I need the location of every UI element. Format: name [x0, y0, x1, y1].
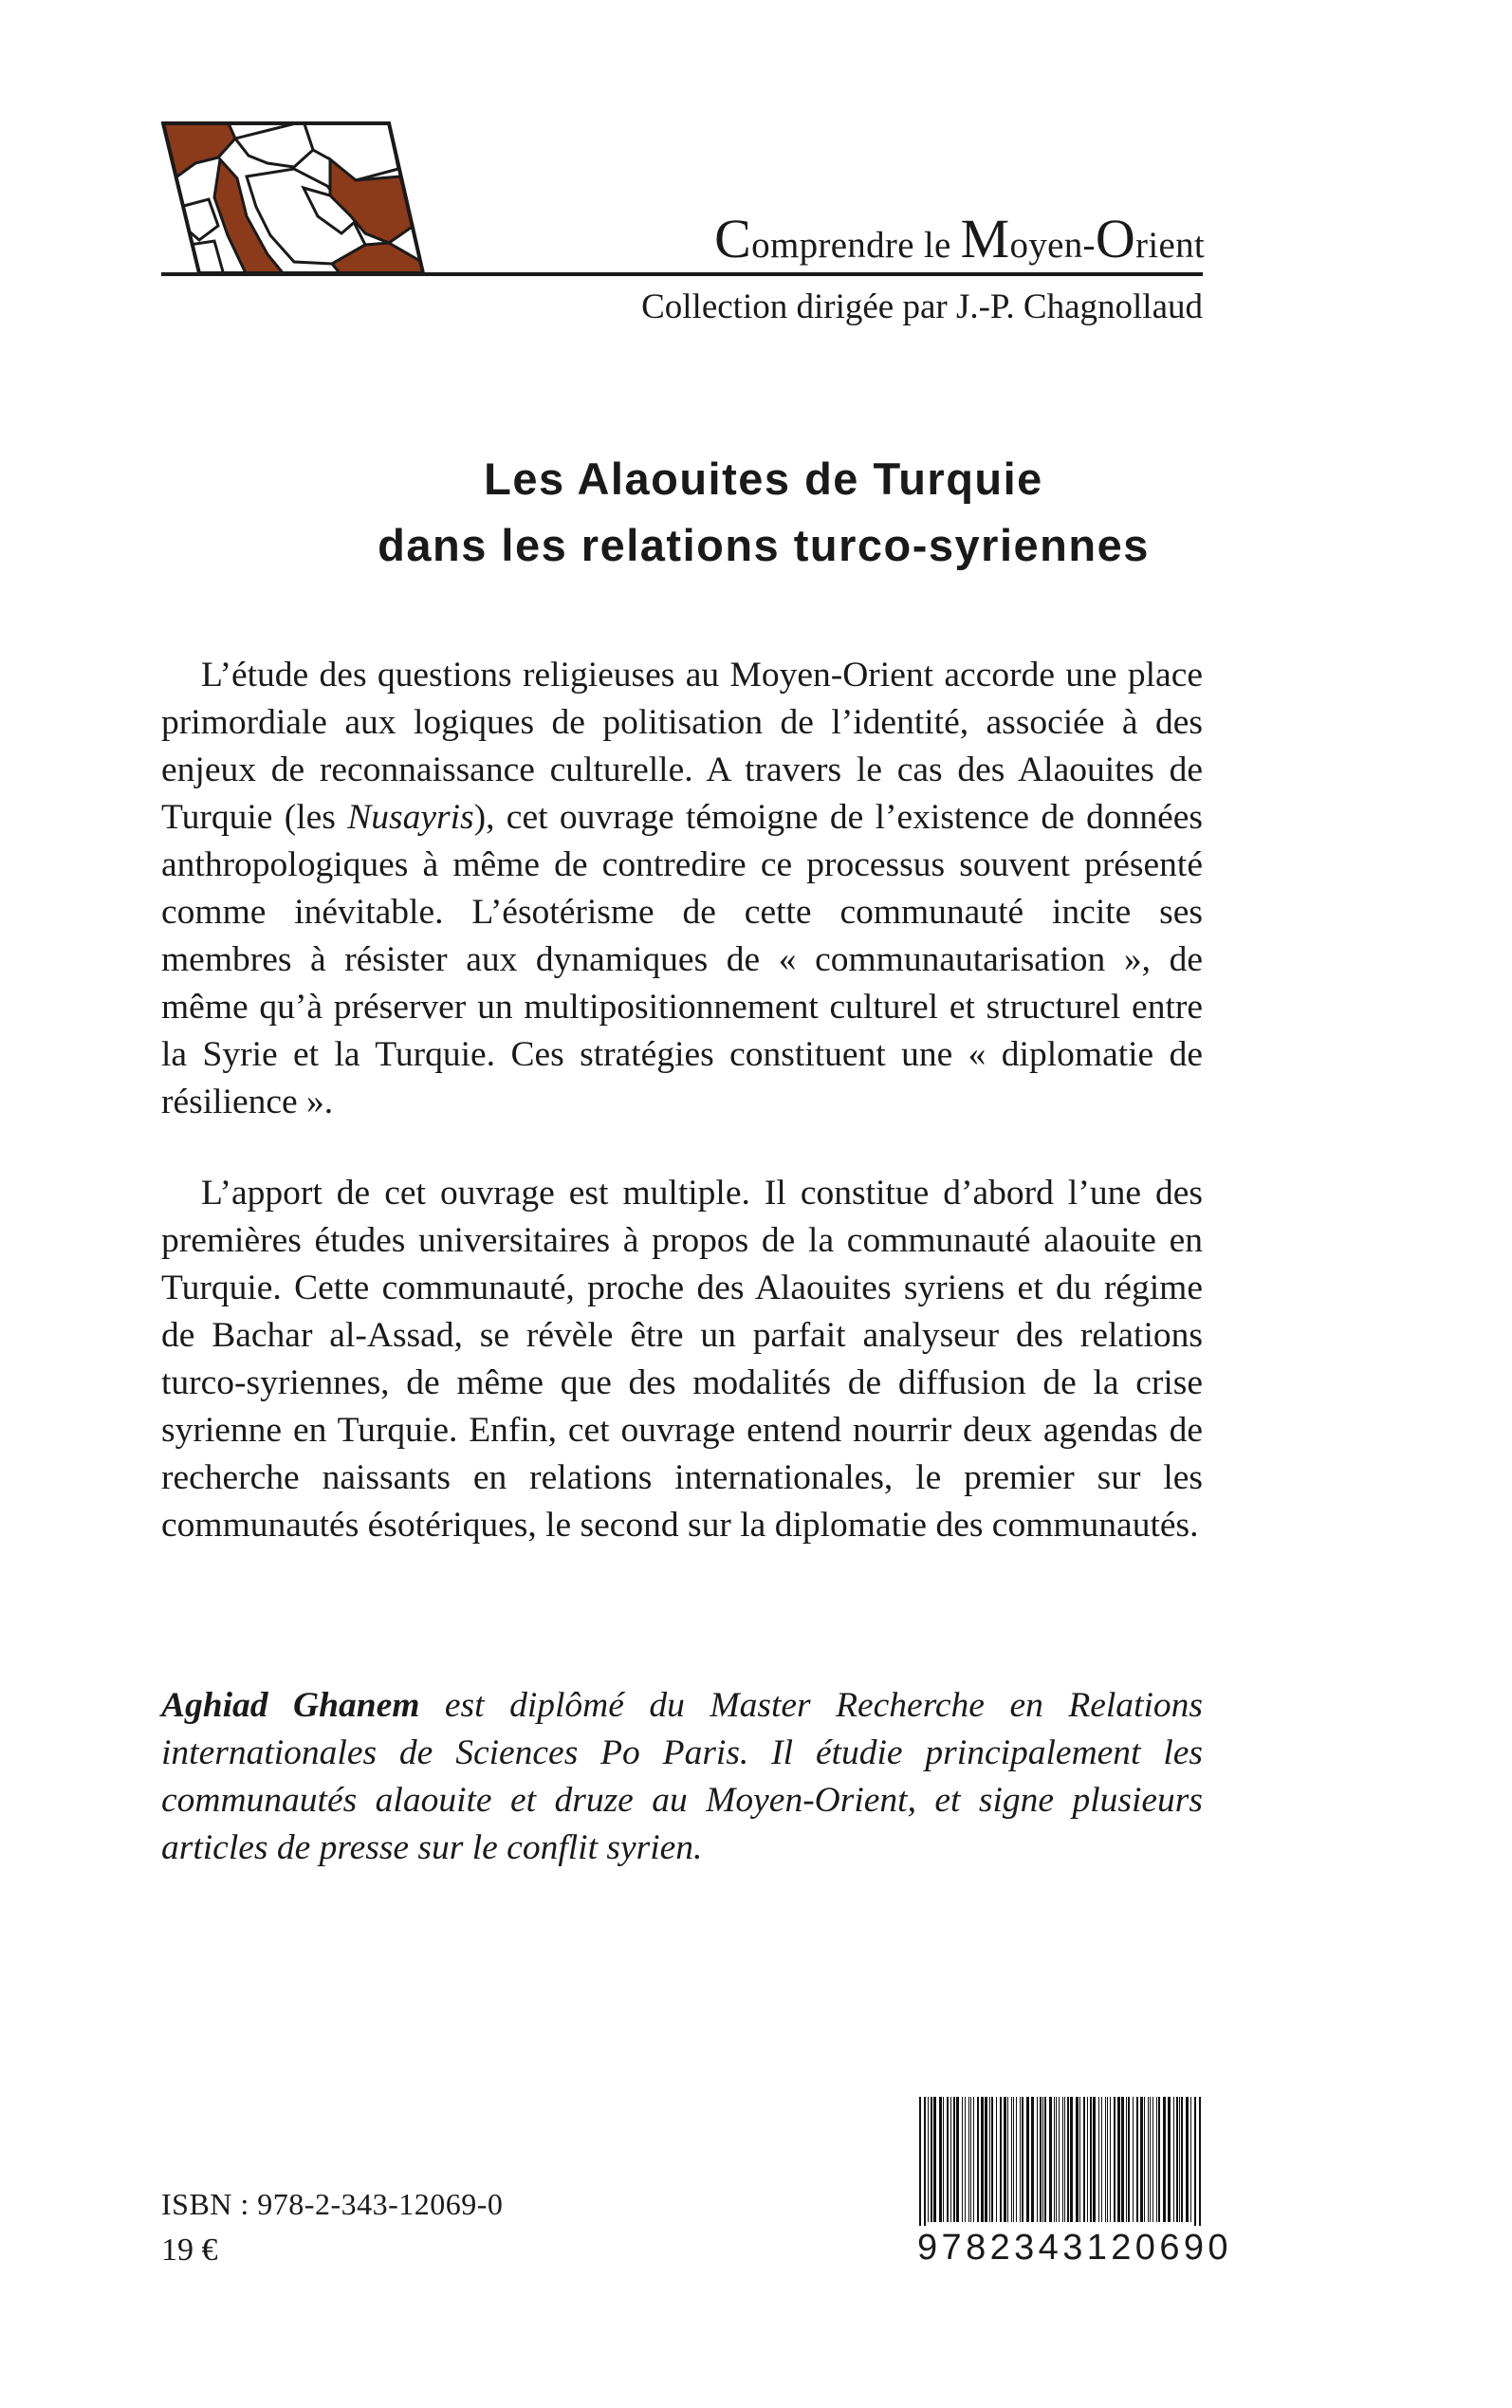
book-title-line-1: Les Alaouites de Turquie [484, 454, 1043, 504]
author-bio: Aghiad Ghanem est diplômé du Master Recherche en Relations internationales de Sciences Po Paris. Il étudie principalement les communautés alaouite et druze au Moyen-Orient, et signe plusieurs articles de presse sur le conflit syrien. [161, 1686, 1203, 1867]
price: 19 € [161, 2232, 218, 2268]
summary-paragraph-1: L’étude des questions religieuses au Moyen-Orient accorde une place primordiale aux logiques de politisation de l’identité, associée à des enjeux de reconnaissance culturelle. A travers le cas des Alaouites de Turquie (les Nusayris), cet ouvrage témoigne de l’existence de données anthropologiques à même de contredire ce processus souvent présenté comme inévitable. L’ésotérisme de cette communauté incite ses membres à résister aux dynamiques de « communautarisation », de même qu’à préserver un multipositionnement culturel et structurel entre la Syrie et la Turquie. Ces stratégies constituent une « diplomatie de résilience ». [161, 656, 1203, 1121]
book-title-line-2: dans les relations turco-syriennes [378, 520, 1150, 570]
barcode-digits: 9782343120690 [917, 2228, 1232, 2268]
middle-east-map-icon [161, 121, 425, 275]
isbn: ISBN : 978-2-343-12069-0 [161, 2187, 504, 2221]
series-title: Comprendre le Moyen-Orient [714, 208, 1205, 269]
series-editor: Collection dirigée par J.-P. Chagnollaud [641, 287, 1203, 326]
summary-paragraph-2: L’apport de cet ouvrage est multiple. Il constitue d’abord l’une des premières études universitaires à propos de la communauté alaouite en Turquie. Cette communauté, proche des Alaouites syriens et du régime de Bachar al-Assad, se révèle être un parfait analyseur des relations turco-syriennes, de même que des modalités de diffusion de la crise syrienne en Turquie. Enfin, cet ouvrage entend nourrir deux agendas de recherche naissants en relations internationales, le premier sur les communautés ésotériques, le second sur la diplomatie des communautés. [161, 1174, 1203, 1545]
header-rule [161, 272, 1203, 276]
nusayris-term: Nusayris [347, 798, 474, 837]
book-title [161, 446, 1366, 579]
author-name: Aghiad Ghanem [161, 1686, 420, 1725]
